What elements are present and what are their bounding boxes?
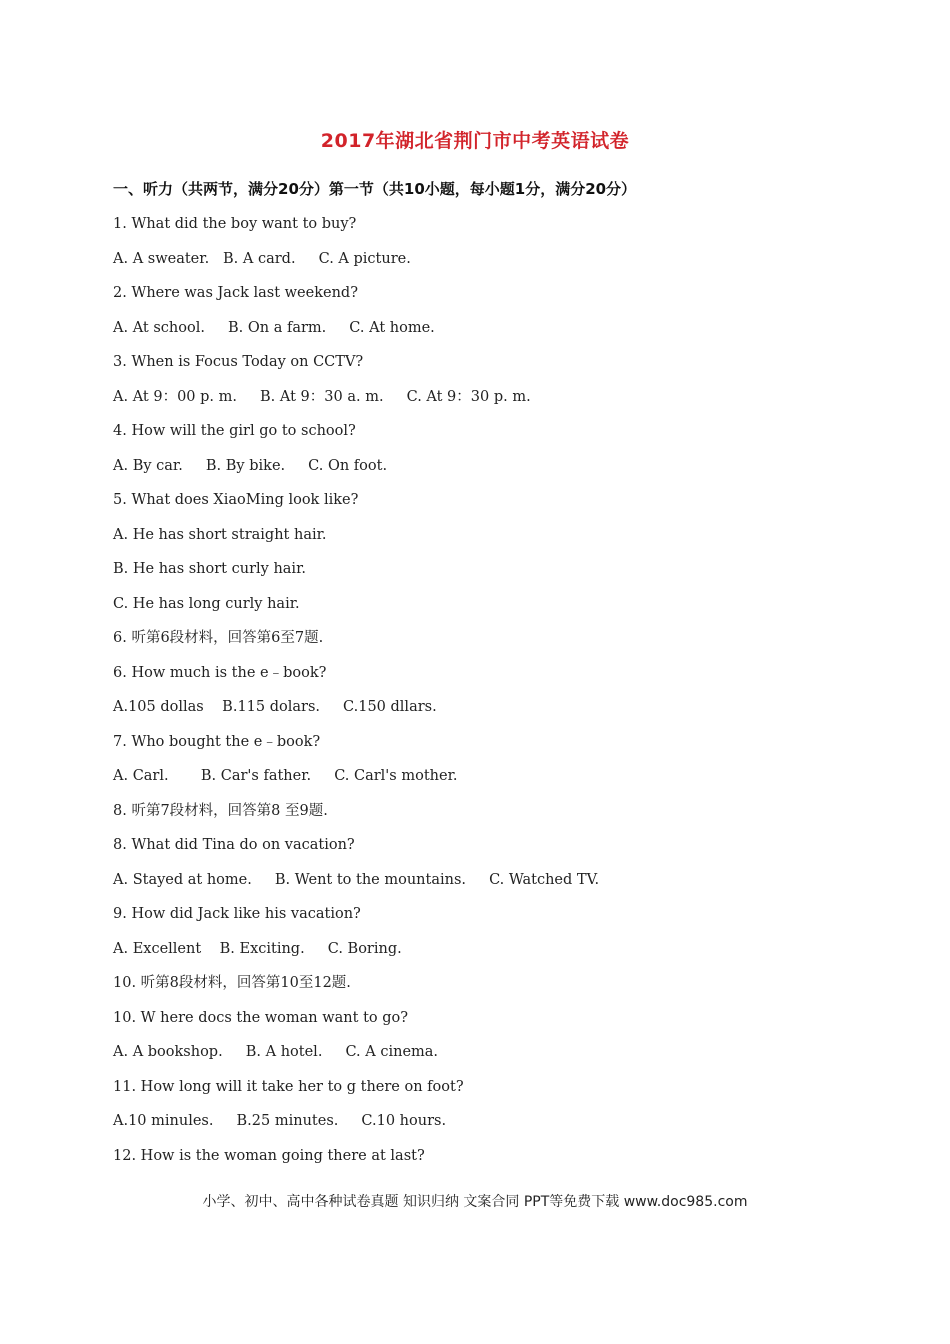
answer-options: A. Excellent B. Exciting. C. Boring. <box>113 940 402 957</box>
question-line: 11. How long will it take her to g there on foot? <box>113 1078 464 1095</box>
answer-options: A. Stayed at home. B. Went to the mountains. C. Watched TV. <box>113 871 600 888</box>
instruction-line: 8. 听第7段材料，回答第8 至9题. <box>113 802 328 819</box>
question-line: 8. What did Tina do on vacation? <box>113 837 355 853</box>
question-line: 9. How did Jack like his vacation? <box>113 906 361 922</box>
answer-option: B. He has short curly hair. <box>113 561 307 577</box>
question-line: 5. What does XiaoMing look like? <box>113 492 359 508</box>
question-line: 2. Where was Jack last weekend? <box>113 285 358 301</box>
answer-options: A. At school. B. On a farm. C. At home. <box>113 319 435 336</box>
answer-options: A.10 minules. B.25 minutes. C.10 hours. <box>113 1113 447 1129</box>
answer-options: A. Carl. B. Car's father. C. Carl's mother. <box>113 768 458 784</box>
section-heading: 一、听力（共两节，满分20分）第一节（共10小题，每小题1分，满分20分） <box>113 180 637 198</box>
question-list <box>113 214 873 1180</box>
instruction-line: 6. 听第6段材料，回答第6至7题. <box>113 630 324 646</box>
document-title: 2017年湖北省荆门市中考英语试卷 <box>320 130 630 152</box>
answer-options: A. A bookshop. B. A hotel. C. A cinema. <box>113 1044 439 1060</box>
answer-options: A. At 9：00 p. m. B. At 9：30 a. m. C. At 9：30 p. m. <box>113 388 531 405</box>
answer-options: A.105 dollas B.115 dolars. C.150 dllars. <box>113 699 437 715</box>
question-line: 10. W here docs the woman want to go? <box>113 1009 409 1026</box>
instruction-line: 10. 听第8段材料，回答第10至12题. <box>113 975 351 991</box>
question-line: 4. How will the girl go to school? <box>113 423 356 439</box>
question-line: 1. What did the boy want to buy? <box>113 216 357 232</box>
page-footer: 小学、初中、高中各种试卷真题 知识归纳 文案合同 PPT等免费下载 www.doc985.com <box>202 1194 748 1210</box>
answer-option: C. He has long curly hair. <box>113 595 300 612</box>
question-line: 3. When is Focus Today on CCTV? <box>113 354 364 370</box>
answer-options: A. By car. B. By bike. C. On foot. <box>113 457 388 474</box>
question-line: 12. How is the woman going there at last? <box>113 1147 425 1164</box>
answer-options: A. A sweater. B. A card. C. A picture. <box>113 250 411 267</box>
question-line: 7. Who bought the e﹣book? <box>113 733 321 750</box>
question-line: 6. How much is the e﹣book? <box>113 664 327 681</box>
answer-option: A. He has short straight hair. <box>113 526 327 543</box>
